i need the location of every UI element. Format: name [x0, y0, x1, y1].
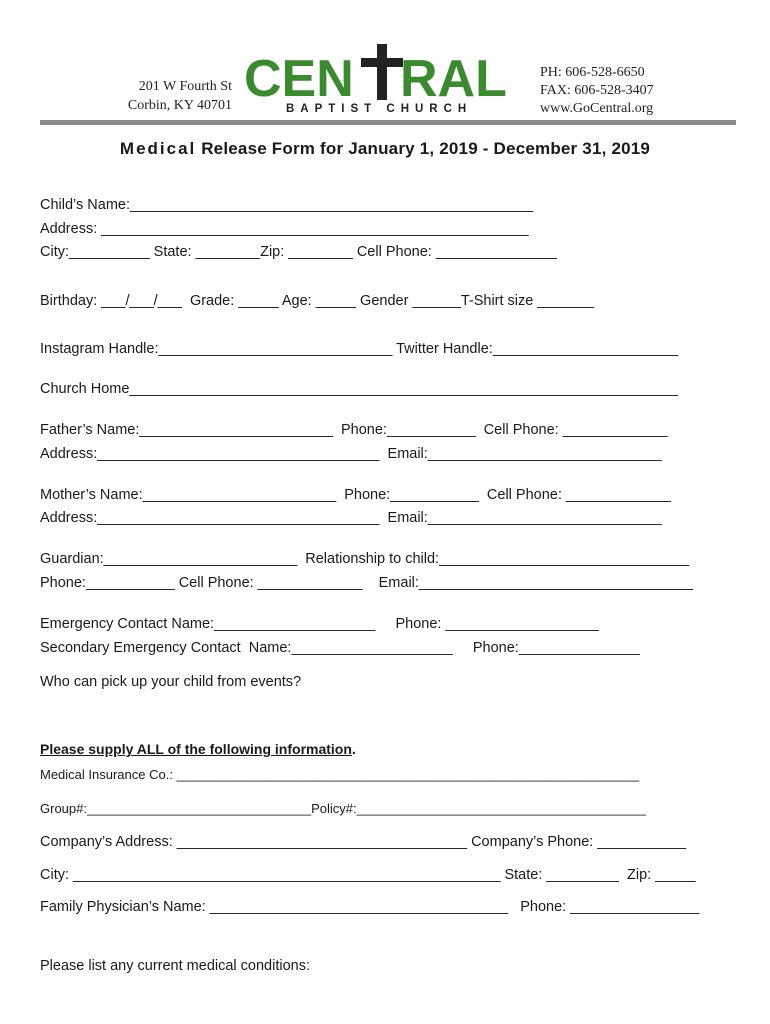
church-home-field[interactable]: Church Home____________________________________________________________________	[40, 381, 678, 397]
mother-name-field[interactable]: Mother’s Name:________________________ Phone:___________ Cell Phone: _____________	[40, 487, 671, 503]
address-field[interactable]: Address: _____________________________________________________	[40, 221, 529, 237]
secondary-emergency-field[interactable]: Secondary Emergency Contact Name:____________________ Phone:_______________	[40, 640, 640, 656]
church-contact	[540, 64, 680, 118]
logo-name-left: CEN	[244, 50, 354, 108]
church-fax: FAX: 606-528-3407	[540, 83, 654, 98]
father-address-field[interactable]: Address:___________________________________ Email:_____________________________	[40, 446, 662, 462]
address-street: 201 W Fourth St	[138, 79, 232, 94]
church-address	[100, 77, 232, 115]
header-divider	[40, 120, 736, 125]
cross-icon-horizontal	[361, 58, 403, 67]
cross-icon-vertical	[377, 44, 387, 100]
company-address-field[interactable]: Company’s Address: ____________________________________ Company’s Phone: ___________	[40, 834, 687, 850]
form-title	[0, 139, 770, 159]
form-title-part1: Medical	[119, 139, 197, 158]
company-city-field[interactable]: City: _____________________________________________________ State: _________ Zip: _____	[40, 867, 696, 883]
birthday-grade-age-field[interactable]: Birthday: ___/___/___ Grade: _____ Age: _____ Gender ______T-Shirt size _______	[40, 293, 594, 309]
address-city: Corbin, KY 40701	[127, 98, 232, 113]
church-website: www.GoCentral.org	[540, 101, 654, 116]
father-name-field[interactable]: Father’s Name:________________________ Phone:___________ Cell Phone: _____________	[40, 422, 668, 438]
family-physician-field[interactable]: Family Physician’s Name: _____________________________________ Phone: ________________	[40, 899, 700, 915]
group-policy-field[interactable]: Group#:_______________________________Policy#:________________________________________	[40, 801, 646, 816]
form-title-part2: Release Form for January 1, 2019 - December 31, 2019	[196, 139, 651, 158]
supply-heading-text: Please supply ALL of the following information	[40, 741, 352, 757]
church-phone: PH: 606-528-6650	[540, 65, 645, 80]
supply-info-heading	[40, 741, 356, 758]
logo-name-right: RAL	[400, 50, 507, 108]
childs-name-field[interactable]: Child’s Name:__________________________________________________	[40, 197, 534, 213]
supply-heading-period: .	[351, 742, 356, 758]
social-handles-field[interactable]: Instagram Handle:_____________________________ Twitter Handle:_______________________	[40, 341, 679, 357]
guardian-field[interactable]: Guardian:________________________ Relationship to child:_______________________________	[40, 551, 690, 567]
church-logo	[240, 42, 530, 114]
city-state-zip-phone-field[interactable]: City:__________ State: ________Zip: ________ Cell Phone: _______________	[40, 244, 557, 260]
mother-address-field[interactable]: Address:___________________________________ Email:_____________________________	[40, 510, 662, 526]
medical-conditions-prompt: Please list any current medical conditions:	[40, 958, 310, 974]
insurance-company-field[interactable]: Medical Insurance Co.: ________________________________________________________________	[40, 767, 640, 782]
guardian-phone-field[interactable]: Phone:___________ Cell Phone: _____________ Email:__________________________________	[40, 575, 694, 591]
emergency-contact-field[interactable]: Emergency Contact Name:____________________ Phone: ___________________	[40, 616, 599, 632]
logo-subtitle: BAPTIST CHURCH	[286, 103, 473, 114]
pickup-question: Who can pick up your child from events?	[40, 674, 302, 690]
